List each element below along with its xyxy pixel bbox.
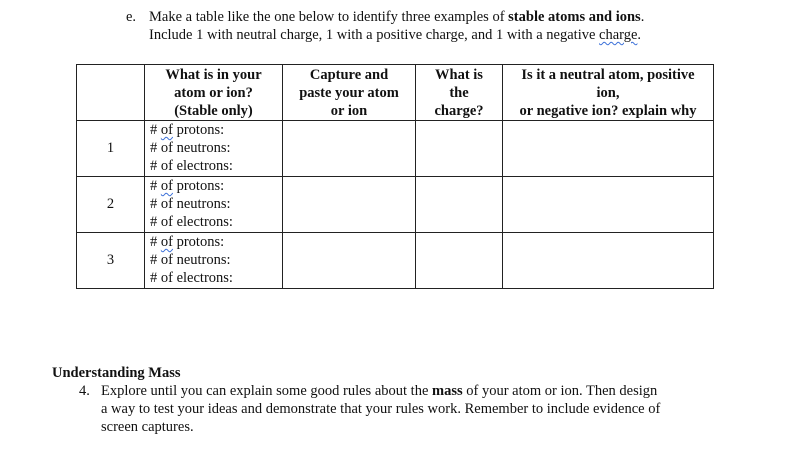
table-row bbox=[77, 121, 714, 177]
row-number: 1 bbox=[77, 121, 145, 177]
spellcheck-word[interactable]: charge bbox=[599, 27, 638, 43]
question-4 bbox=[79, 382, 752, 436]
atom-contents-cell[interactable]: # of protons: # of neutrons: # of electrons: bbox=[145, 233, 283, 289]
instruction-e bbox=[126, 8, 746, 44]
instruction-text bbox=[149, 8, 746, 44]
capture-cell[interactable] bbox=[283, 233, 416, 289]
table-row bbox=[77, 233, 714, 289]
atom-contents-cell[interactable]: # of protons: # of neutrons: # of electrons: bbox=[145, 121, 283, 177]
section-heading: Understanding Mass bbox=[52, 365, 181, 381]
question-line-1: Explore until you can explain some good rules about the mass of your atom or ion. Then design bbox=[101, 383, 658, 399]
charge-cell[interactable] bbox=[416, 121, 503, 177]
header-capture: Capture and paste your atom or ion bbox=[283, 65, 416, 121]
list-marker: 4. bbox=[79, 383, 90, 399]
question-line-2: a way to test your ideas and demonstrate that your rules work. Remember to include evidence of bbox=[101, 401, 661, 417]
header-number bbox=[77, 65, 145, 121]
row-number: 2 bbox=[77, 177, 145, 233]
header-contents: What is in your atom or ion? (Stable only) bbox=[145, 65, 283, 121]
header-explanation: Is it a neutral atom, positive ion, or negative ion? explain why bbox=[503, 65, 714, 121]
bold-word-mass: mass bbox=[432, 383, 463, 399]
instruction-line-2: Include 1 with neutral charge, 1 with a positive charge, and 1 with a negative charge. bbox=[149, 27, 642, 43]
header-charge: What is the charge? bbox=[416, 65, 503, 121]
bold-phrase: stable atoms and ions bbox=[508, 9, 641, 25]
instruction-line-1: Make a table like the one below to identify three examples of stable atoms and ions. bbox=[149, 9, 645, 25]
capture-cell[interactable] bbox=[283, 177, 416, 233]
question-line-3: screen captures. bbox=[101, 419, 194, 435]
explanation-cell[interactable] bbox=[503, 121, 714, 177]
understanding-mass-section bbox=[52, 364, 752, 436]
explanation-cell[interactable] bbox=[503, 177, 714, 233]
atoms-table bbox=[76, 64, 714, 289]
charge-cell[interactable] bbox=[416, 177, 503, 233]
table-row bbox=[77, 177, 714, 233]
charge-cell[interactable] bbox=[416, 233, 503, 289]
atom-contents-cell[interactable]: # of protons: # of neutrons: # of electrons: bbox=[145, 177, 283, 233]
table-header-row bbox=[77, 65, 714, 121]
explanation-cell[interactable] bbox=[503, 233, 714, 289]
capture-cell[interactable] bbox=[283, 121, 416, 177]
row-number: 3 bbox=[77, 233, 145, 289]
list-marker: e. bbox=[126, 9, 137, 25]
